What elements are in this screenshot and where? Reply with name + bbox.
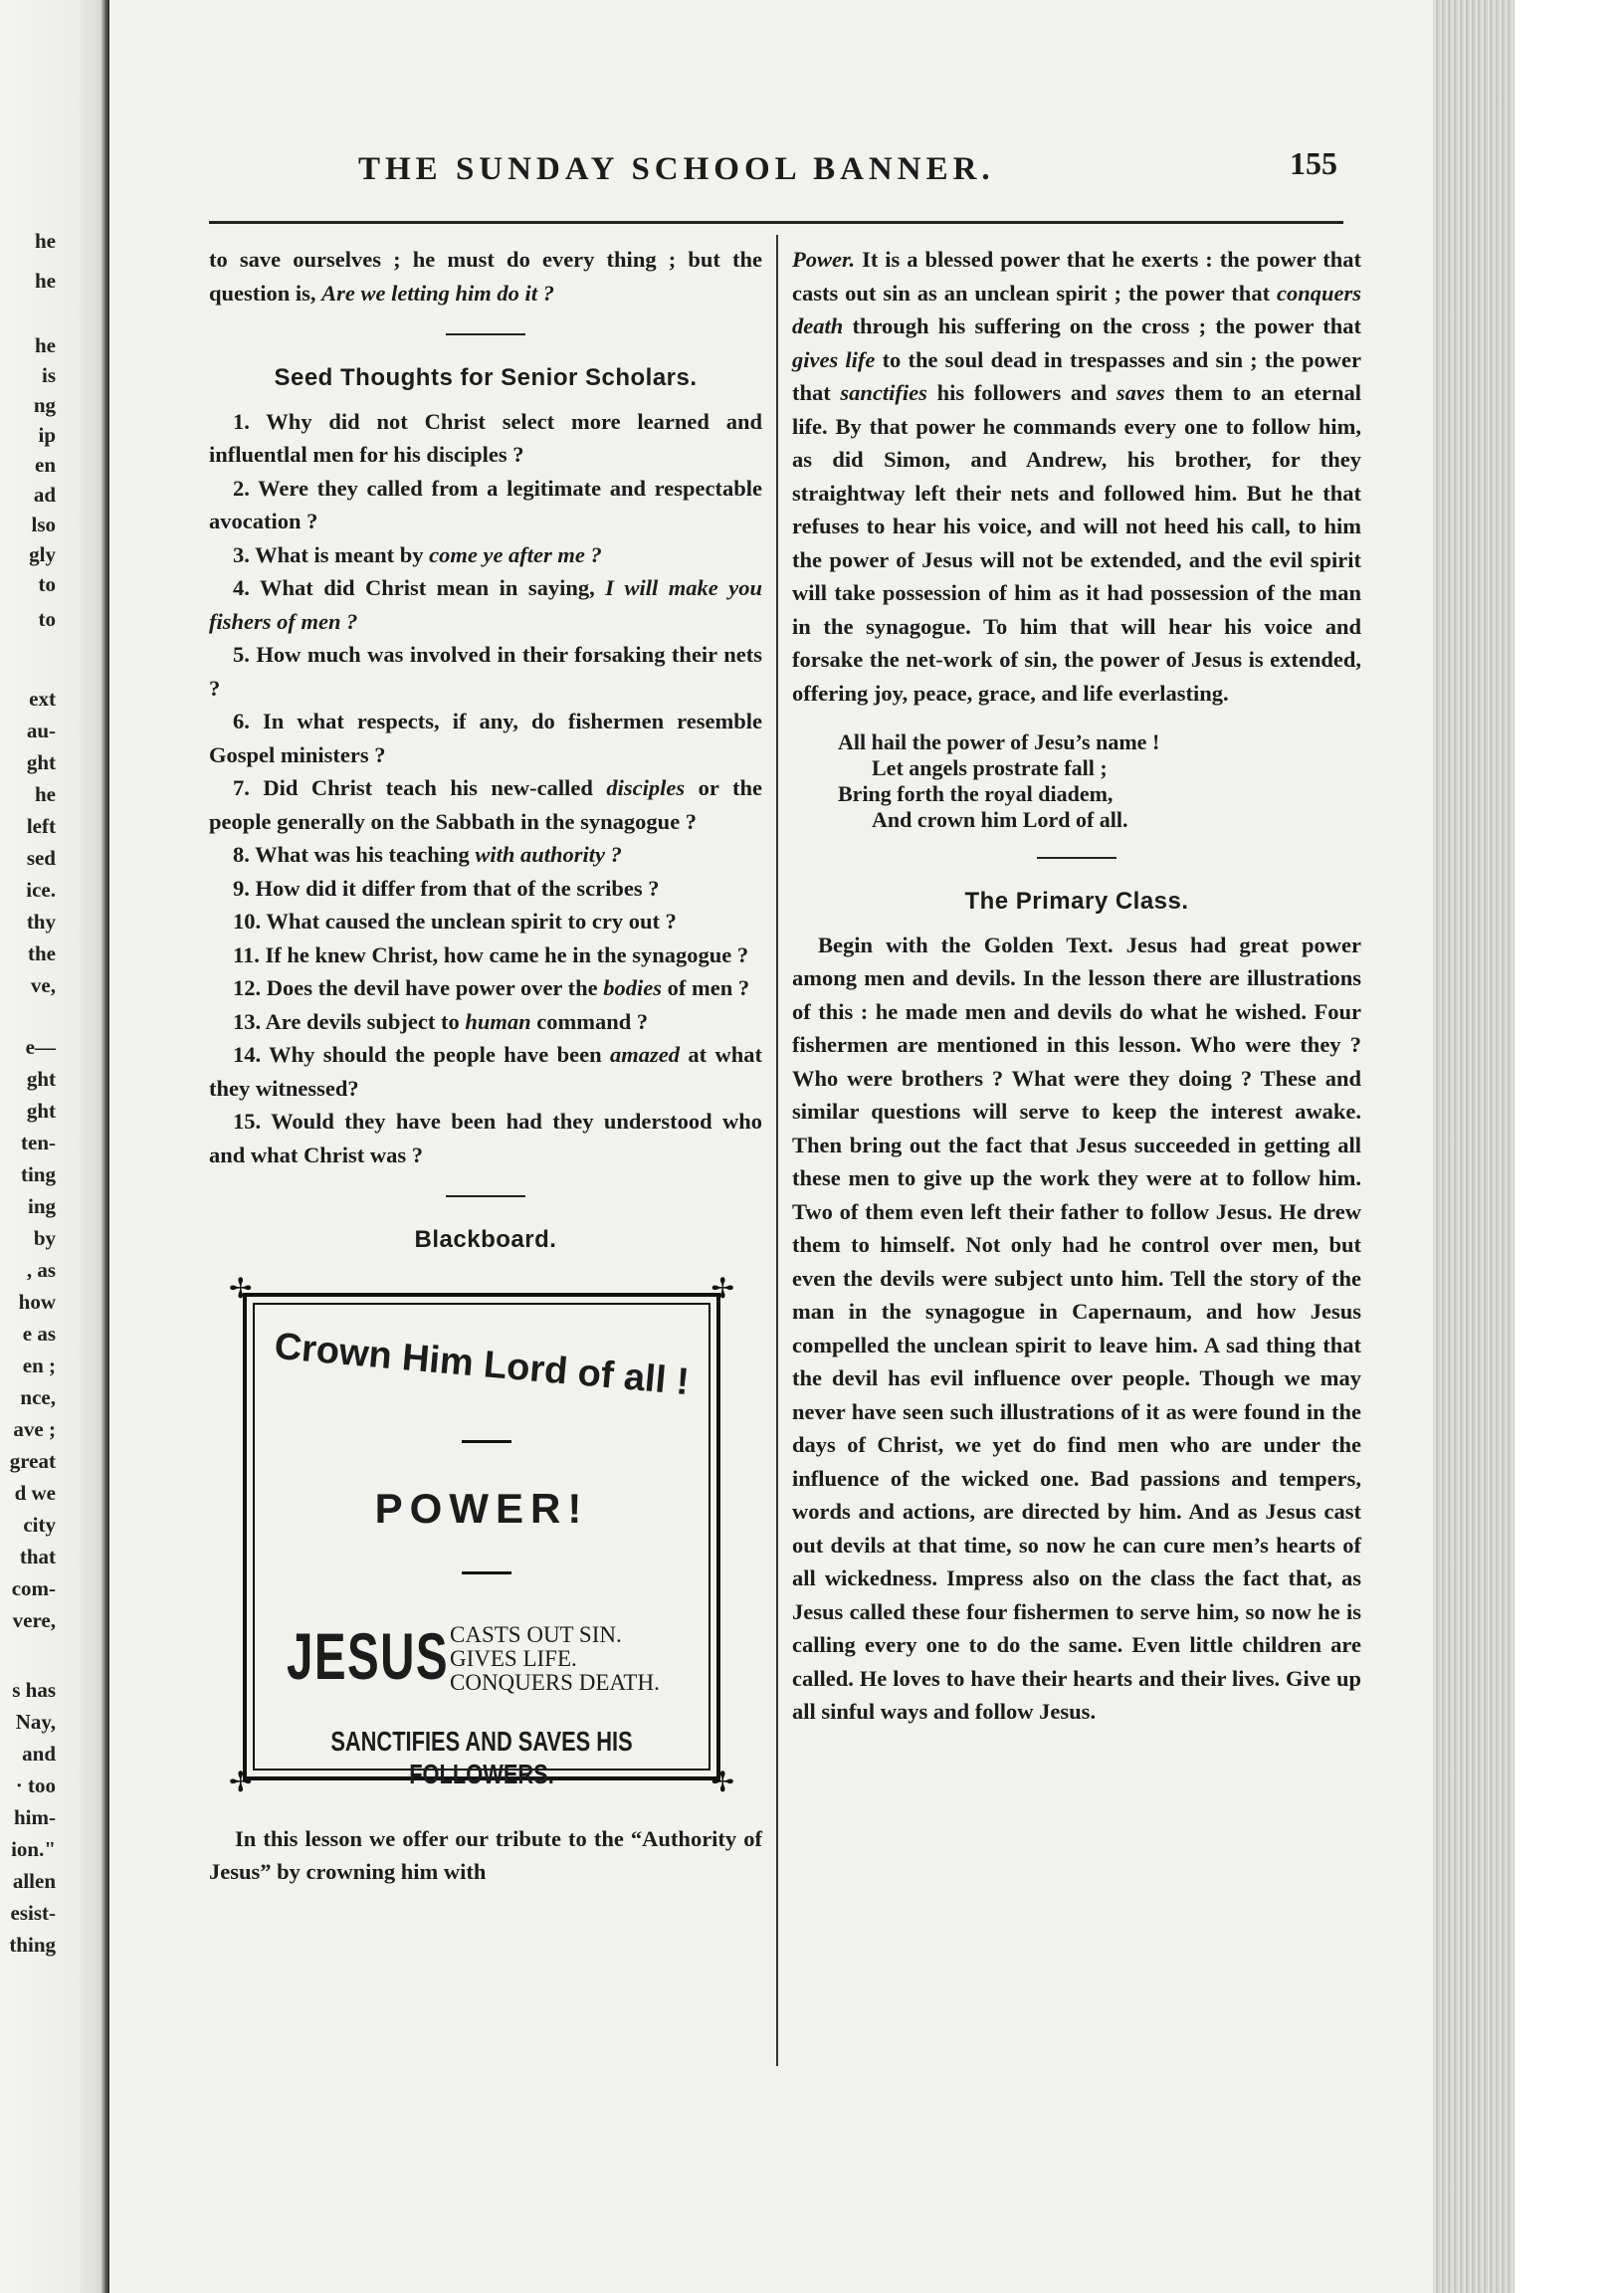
- question-item: [209, 638, 762, 705]
- corner-ornament-icon: ✢: [229, 1768, 253, 1798]
- question-text: 3. What is meant by: [233, 541, 430, 567]
- blackboard-verb: GIVES LIFE.: [450, 1645, 577, 1671]
- emphasis-text: conquers death: [792, 280, 1361, 338]
- blackboard-dash: [462, 1440, 511, 1443]
- hymn-line: Let angels prostrate fall ;: [872, 755, 1108, 780]
- gutter-text-fragment: com-: [11, 1576, 56, 1600]
- body-text: through his suffering on the cross ; the power that: [843, 313, 1361, 338]
- question-text: 11. If he knew Christ, how came he in the synagogue ?: [233, 941, 749, 967]
- body-text: It is a blessed power that he exerts : the power that casts out sin as an unclean spirit ; the power that: [792, 247, 1361, 306]
- question-item: [209, 938, 762, 972]
- hymn-line: All hail the power of Jesu’s name !: [838, 730, 1160, 754]
- question-text: 14. Why should the people have been: [233, 1042, 610, 1067]
- gutter-text-fragment: ip: [38, 423, 56, 447]
- blackboard-illustration: [223, 1273, 740, 1800]
- question-text: 12. Does the devil have power over the: [233, 975, 604, 1000]
- question-item: [209, 1038, 762, 1105]
- gutter-text-fragment: e as: [22, 1322, 56, 1346]
- gutter-text-fragment: ten-: [21, 1131, 56, 1154]
- seed-thoughts-heading: Seed Thoughts for Senior Scholars.: [274, 364, 698, 391]
- emphasis-text: Power.: [792, 247, 856, 272]
- power-paragraph: [792, 243, 1361, 710]
- blackboard-crown-text: Crown Him Lord of all !: [273, 1325, 692, 1403]
- body-text: his followers and: [926, 380, 1116, 405]
- question-item: [209, 838, 762, 872]
- blackboard-sanctifies-text: SANCTIFIES AND SAVES HIS FOLLOWERS.: [330, 1725, 633, 1789]
- question-italic: bodies: [603, 975, 662, 1000]
- hymn-line: And crown him Lord of all.: [872, 807, 1128, 832]
- left-column: [209, 243, 762, 1889]
- gutter-text-fragment: that: [19, 1545, 56, 1568]
- corner-ornament-icon: ✢: [710, 1768, 734, 1798]
- body-text: to the soul dead in trespasses and sin ; the power that: [792, 346, 1361, 405]
- gutter-text-fragment: the: [28, 941, 56, 965]
- question-text: of men ?: [662, 975, 750, 1000]
- intro-paragraph: [209, 243, 762, 310]
- gutter-text-fragment: s has: [12, 1678, 56, 1702]
- gutter-text-fragment: nce,: [20, 1385, 56, 1409]
- gutter-text-fragment: , as: [26, 1258, 56, 1282]
- question-item: [209, 571, 762, 638]
- running-header-title: THE SUNDAY SCHOOL BANNER.: [358, 151, 995, 187]
- question-text: 13. Are devils subject to: [233, 1008, 466, 1034]
- section-rule: [446, 333, 525, 335]
- question-item: [209, 1005, 762, 1039]
- question-item: [209, 538, 762, 572]
- right-column: [792, 243, 1361, 1729]
- question-italic: come ye after me ?: [429, 541, 602, 567]
- adjacent-page-gutter: [0, 0, 109, 2293]
- question-text: 2. Were they called from a legitimate and respectable avocation ?: [209, 475, 762, 533]
- gutter-text-fragment: he: [35, 269, 56, 293]
- book-page-edges: [1433, 0, 1624, 2293]
- question-item: [209, 771, 762, 838]
- gutter-text-fragment: gly: [29, 542, 56, 566]
- gutter-text-fragment: ting: [20, 1162, 56, 1186]
- gutter-text-fragment: ve,: [30, 973, 56, 997]
- question-text: command ?: [530, 1008, 649, 1034]
- question-item: [209, 405, 762, 472]
- question-text: 6. In what respects, if any, do fishermen resemble Gospel ministers ?: [209, 709, 762, 767]
- section-rule: [1037, 857, 1116, 859]
- question-italic: human: [465, 1008, 531, 1034]
- gutter-text-fragment: allen: [12, 1869, 56, 1893]
- gutter-text-fragment: ing: [27, 1194, 56, 1218]
- question-item: [209, 905, 762, 938]
- gutter-text-fragment: · too: [15, 1773, 56, 1797]
- gutter-text-fragment: him-: [14, 1805, 56, 1829]
- question-italic: amazed: [609, 1042, 680, 1067]
- blackboard-power-text: POWER!: [374, 1484, 589, 1532]
- intro-text: to save ourselves ; he must do every thing ; but the question is,: [209, 247, 762, 306]
- hymn-verse: [792, 730, 1361, 833]
- gutter-text-fragment: en ;: [22, 1354, 56, 1377]
- emphasis-text: sanctifies: [840, 380, 927, 405]
- question-text: 4. What did Christ mean in saying,: [233, 575, 606, 600]
- question-item: [209, 705, 762, 771]
- question-item: [209, 971, 762, 1005]
- gutter-text-fragment: by: [33, 1226, 56, 1250]
- body-text: them to an eternal life. By that power he commands every one to follow him, as did Simon, and Andrew, his brother, for they straightway left their nets and followed him. But he that refuses to hear his voice, and will not heed his call, to him the power of Jesus will not be extended, and the evil spirit will take possession of him as it had possession of the man in the synagogue. To him that will hear his voice and forsake the net-work of sin, the power of Jesus is extended, offering joy, peace, grace, and life everlasting.: [792, 380, 1361, 706]
- gutter-text-fragment: e—: [25, 1035, 56, 1059]
- question-text: 8. What was his teaching: [233, 842, 476, 867]
- gutter-text-fragment: lso: [31, 513, 56, 536]
- gutter-text-fragment: left: [26, 814, 56, 838]
- section-rule: [446, 1195, 525, 1197]
- gutter-text-fragment: ng: [33, 393, 56, 417]
- question-text: 9. How did it differ from that of the scribes ?: [233, 875, 660, 901]
- blackboard-verb: CASTS OUT SIN.: [450, 1621, 622, 1647]
- question-item: [209, 872, 762, 906]
- blackboard-jesus-text: JESUS: [287, 1618, 450, 1693]
- question-item: [209, 1105, 762, 1171]
- gutter-text-fragment: ad: [33, 483, 56, 507]
- gutter-text-fragment: esist-: [10, 1901, 56, 1925]
- page-number: 155: [1290, 145, 1337, 181]
- primary-class-heading: The Primary Class.: [964, 888, 1189, 915]
- column-divider: [776, 235, 778, 2066]
- emphasis-text: saves: [1116, 380, 1165, 405]
- gutter-text-fragment: en: [35, 453, 56, 477]
- closing-paragraph: In this lesson we offer our tribute to the “Authority of Jesus” by crowning him with: [209, 1825, 762, 1884]
- header-rule: [209, 221, 1343, 224]
- blackboard-dash: [462, 1571, 511, 1574]
- gutter-text-fragment: sed: [26, 846, 56, 870]
- gutter-text-fragment: to: [38, 572, 56, 596]
- gutter-text-fragment: d we: [14, 1481, 56, 1505]
- gutter-text-fragment: and: [22, 1742, 56, 1766]
- gutter-text-fragment: ice.: [26, 878, 56, 902]
- gutter-text-fragment: city: [23, 1513, 56, 1537]
- gutter-text-fragment: is: [41, 363, 56, 387]
- question-text: 1. Why did not Christ select more learned and influentlal men for his disciples ?: [209, 408, 762, 467]
- gutter-text-fragment: ave ;: [13, 1417, 56, 1441]
- gutter-text-fragment: he: [35, 229, 56, 253]
- blackboard-heading: Blackboard.: [414, 1226, 557, 1253]
- gutter-text-fragment: thing: [9, 1933, 56, 1957]
- gutter-text-fragment: he: [35, 333, 56, 357]
- gutter-text-fragment: ght: [26, 750, 56, 774]
- gutter-text-fragment: ght: [26, 1067, 56, 1091]
- emphasis-text: gives life: [792, 346, 876, 372]
- intro-italic: Are we letting him do it ?: [321, 280, 554, 306]
- gutter-text-fragment: ght: [26, 1099, 56, 1123]
- gutter-text-fragment: vere,: [12, 1608, 56, 1632]
- blackboard-verb: CONQUERS DEATH.: [450, 1669, 660, 1695]
- question-italic: with authority ?: [475, 842, 622, 867]
- gutter-text-fragment: thy: [26, 910, 56, 934]
- hymn-line: Bring forth the royal diadem,: [838, 781, 1114, 806]
- question-text: 15. Would they have been had they understood who and what Christ was ?: [209, 1109, 762, 1167]
- question-text: 7. Did Christ teach his new-called: [233, 775, 607, 800]
- gutter-text-fragment: how: [18, 1290, 56, 1314]
- question-list: [209, 405, 762, 1172]
- question-item: [209, 472, 762, 538]
- primary-class-paragraph: Begin with the Golden Text. Jesus had great power among men and devils. In the lesson there are illustrations of this : he made men and devils do what he wished. Four fishermen are mentioned in this lesson. Who were they ? Who were brothers ? What were they doing ? These and similar questions will serve to keep the interest awake. Then bring out the fact that Jesus succeeded in getting all these men to give up the work they were at to follow him. Two of them even left their father to follow Jesus. He drew them to himself. Not only had he control over men, but even the devils were subject unto him. Tell the story of the man in the synagogue in Capernaum, and how Jesus compelled the unclean spirit to leave him. A sad thing that the devil has evil influence over people. Though we may never have seen such illustrations of it as were found in the days of Christ, we yet do find men who are under the influence of the wicked one. Bad passions and tempers, words and actions, are directed by him. And as Jesus cast out devils at that time, so now he can cure men’s hearts of all wickedness. Impress also on the class the fact that, as Jesus called these four fishermen to serve him, so now he is calling every one to do the same. Even little children are called. He loves to have their hearts and their lives. Give up all sinful ways and follow Jesus.: [792, 932, 1361, 1724]
- gutter-text-fragment: au-: [26, 719, 56, 742]
- question-text: 5. How much was involved in their forsaking their nets ?: [209, 642, 762, 701]
- gutter-text-fragment: ext: [29, 687, 56, 711]
- gutter-text-fragment: great: [9, 1449, 56, 1473]
- gutter-text-fragment: he: [35, 782, 56, 806]
- corner-ornament-icon: ✢: [229, 1273, 253, 1305]
- gutter-text-fragment: ion.": [11, 1837, 56, 1861]
- gutter-text-fragment: Nay,: [15, 1710, 56, 1734]
- blackboard-verbs: [450, 1623, 660, 1695]
- question-text: 10. What caused the unclean spirit to cry out ?: [233, 909, 677, 934]
- question-italic: I will make you fishers of men ?: [209, 575, 763, 634]
- question-italic: disciples: [606, 775, 686, 800]
- corner-ornament-icon: ✢: [710, 1273, 734, 1305]
- question-text: at what they witnessed?: [209, 1042, 763, 1101]
- question-text: or the people generally on the Sabbath in the synagogue ?: [209, 775, 762, 834]
- gutter-text-fragment: to: [38, 607, 56, 631]
